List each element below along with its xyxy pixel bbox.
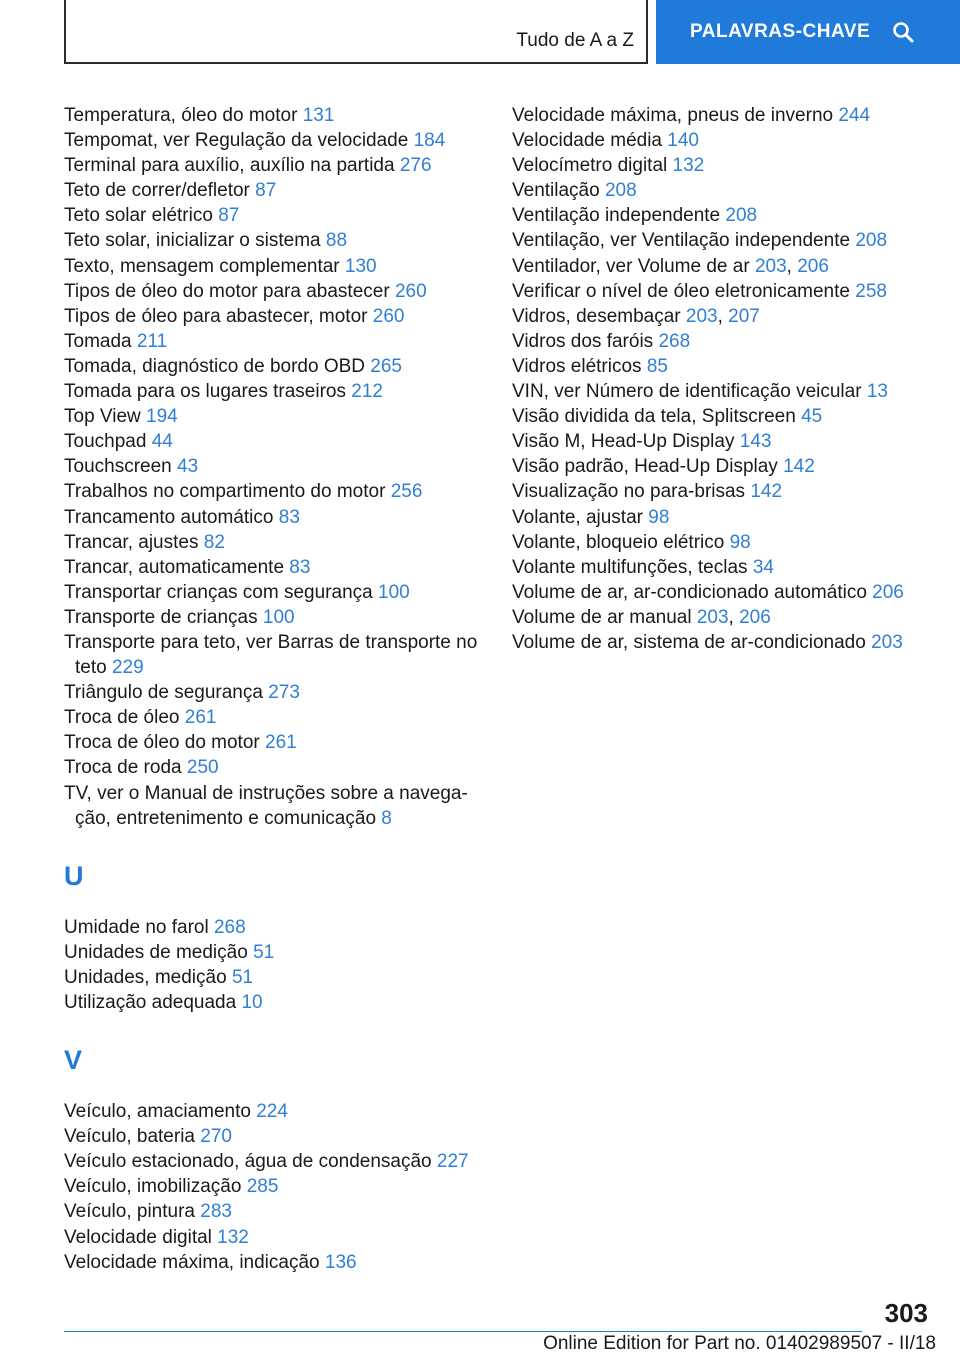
index-group-t [64,103,484,831]
page-link[interactable]: 87 [255,180,277,202]
index-entry [512,279,932,304]
index-entry-text: Vidros elétricos [512,355,642,377]
page-link[interactable]: 43 [177,456,199,478]
page-link[interactable]: 83 [289,556,311,578]
index-entry-text: Volume de ar, sistema de ar-condicionado [512,631,866,653]
section-letter-v: V [64,1045,83,1076]
index-entry [64,1199,484,1224]
index-entry-text: Vidros, desembaçar [512,305,681,327]
index-entry [64,153,484,178]
index-entry [64,1149,484,1174]
page-link[interactable]: 83 [278,506,300,528]
page-link[interactable]: 82 [203,531,225,553]
index-entry [512,505,932,530]
page-link[interactable]: 51 [253,941,275,963]
index-entry-text: Verificar o nível de óleo eletronicamente [512,280,850,302]
index-entry [64,354,484,379]
index-entry-text: Veículo estacionado, água de condensação [64,1151,432,1173]
index-entry [512,379,932,404]
index-entry [64,1250,484,1275]
index-entry [512,203,932,228]
index-entry-text: Utilização adequada [64,992,237,1013]
page-link[interactable]: 258 [855,280,887,302]
page-link[interactable]: 203 [871,631,903,653]
index-entry [512,580,932,605]
index-entry-text: Unidades, medição [64,966,227,988]
page-link[interactable]: 261 [265,732,297,754]
index-entry [512,630,932,655]
page-link[interactable]: 98 [729,531,751,553]
page-number: 303 [884,1298,928,1328]
index-entry [64,1124,484,1149]
index-entry-text: Umidade no farol [64,916,209,938]
page-link[interactable]: 203 [696,606,729,628]
search-icon [892,21,914,43]
section-letter-u: U [64,860,84,891]
page-link[interactable]: 270 [200,1126,232,1148]
page-link[interactable]: 207 [728,305,760,327]
index-entry-text: Triângulo de segurança [64,682,263,704]
index-entry [64,254,484,279]
index-entry-text: Top View [64,406,141,428]
index-entry-text: Velocímetro digital [512,155,668,177]
page-link[interactable]: 206 [739,606,771,628]
index-entry-text: Volume de ar manual [512,606,692,628]
index-entry-text: Volume de ar, ar-condicionado automático [512,581,867,603]
index-entry [64,605,484,630]
page-link[interactable]: 98 [648,506,670,528]
index-entry [64,580,484,605]
page-link[interactable]: 260 [372,305,405,327]
index-entry [64,379,484,404]
index-entry-text: Veículo, pintura [64,1201,195,1223]
page-link[interactable]: 142 [750,481,783,503]
index-entry-text: Visualização no para-brisas [512,481,746,503]
index-entry [64,404,484,429]
header-title: Tudo de A a Z [516,30,634,51]
index-entry [512,404,932,429]
index-entry [64,479,484,504]
page-link[interactable]: 265 [370,355,402,377]
page-link[interactable]: 256 [390,481,423,503]
index-entry [512,354,932,379]
index-entry-text: Ventilador, ver Volume de ar [512,255,750,277]
index-entry-text: VIN, ver Número de identificação veicular [512,381,862,403]
index-entry: Ventilador, ver Volume de ar 203, 206 [512,255,829,277]
index-entry [64,755,484,780]
index-entry [64,680,484,705]
index-entry [512,530,932,555]
page-link[interactable]: 211 [136,330,168,352]
page-link[interactable]: 45 [801,406,823,428]
page-link[interactable]: 268 [658,330,691,352]
index-entry [64,1225,484,1250]
index-entry-text: Volante, ajustar [512,506,643,528]
index-entry-text: Tempomat, ver Regulação da velocidade [64,130,409,152]
index-entry-text: Velocidade máxima, indicação [64,1251,320,1273]
page-link[interactable]: 283 [200,1201,232,1223]
page-link[interactable]: 203 [754,255,787,277]
index-entry [512,429,932,454]
index-entry [64,630,484,680]
index-entry [64,915,484,940]
page-link[interactable]: 85 [646,355,668,377]
index-entry-text: Trabalhos no compartimento do motor [64,481,386,503]
index-entry-text: Tipos de óleo do motor para abastecer [64,280,390,302]
index-entry [64,1174,484,1199]
index-entry-text: Troca de óleo do motor [64,732,260,754]
index-entry-text: Velocidade média [512,130,662,152]
index-entry [512,153,932,178]
page-link[interactable]: 136 [324,1251,357,1273]
index-entry [64,990,484,1015]
page-link[interactable]: 273 [268,682,300,704]
page-link[interactable]: 51 [231,966,254,988]
index-group-v [64,1099,484,1275]
index-column-right [512,103,932,655]
index-entry-text: Troca de óleo [64,707,180,729]
index-entry-text: Unidades de medição [64,941,248,963]
index-entry-text: Velocidade máxima, pneus de inverno [512,105,834,126]
page-link[interactable]: 250 [186,757,219,779]
index-entry [64,203,484,228]
index-entry [64,279,484,304]
index-entry [64,530,484,555]
index-entry-text: Transportar crianças com segurança [64,581,373,603]
page-link[interactable]: 13 [866,381,888,403]
index-entry-text: Visão M, Head-Up Display [512,431,735,453]
index-entry-text: Tomada [64,330,132,352]
page-link[interactable]: 10 [241,992,263,1013]
header-title-box [64,0,648,64]
index-entry-text: Visão padrão, Head-Up Display [512,456,778,478]
page-link[interactable]: 260 [394,280,427,302]
index-entry [64,429,484,454]
index-entry [64,781,484,831]
page-link[interactable]: 268 [213,916,246,938]
index-entry [64,103,484,128]
index-entry-text: Texto, mensagem complementar [64,255,340,277]
page-link[interactable]: 208 [855,230,888,252]
index-entry-text: Trancar, ajustes [64,531,199,553]
page-link[interactable]: 100 [262,606,295,628]
index-entry-text: Tomada, diagnóstico de bordo OBD [64,355,366,377]
index-entry-text: Ventilação [512,180,600,202]
index-entry [64,304,484,329]
index-entry [512,228,932,253]
page-link[interactable]: 88 [325,230,348,252]
index-entry-text: Touchpad [64,431,147,453]
page-link[interactable]: 244 [838,105,871,126]
index-group-v-continued [512,103,932,655]
index-entry [512,128,932,153]
index-entry [64,329,484,354]
index-entry-text: Veículo, bateria [64,1126,195,1148]
index-entry [512,329,932,354]
index-entry-text: TV, ver o Manual de instruções sobre a navega-ção, entretenimento e comunicação [64,782,468,829]
index-group-u [64,915,484,1015]
index-entry-text: Ventilação independente [512,205,721,227]
page-link[interactable]: 8 [381,807,392,829]
keywords-button-label: PALAVRAS-CHAVE [690,21,871,42]
index-entry [64,128,484,153]
page-link[interactable]: 140 [667,130,699,152]
index-entry: Vidros, desembaçar 203, 207 [512,305,760,327]
keywords-button[interactable] [656,0,960,64]
index-entry-text: Teto de correr/defletor [64,180,250,202]
index-entry-text: Veículo, imobilização [64,1176,242,1198]
index-entry-text: Veículo, amaciamento [64,1101,251,1123]
index-entry [64,505,484,530]
index-entry: Volume de ar manual 203, 206 [512,606,771,628]
page-link[interactable]: 131 [302,105,335,126]
index-entry-text: Visão dividida da tela, Splitscreen [512,406,796,428]
index-entry-text: Trancar, automaticamente [64,556,285,578]
page-link[interactable]: 132 [672,155,705,177]
index-entry-text: Transporte para teto, ver Barras de transporte no teto [64,631,478,679]
index-entry [512,178,932,203]
footer-divider [64,1331,862,1332]
page-link[interactable]: 87 [218,205,240,227]
index-entry-text: Velocidade digital [64,1226,212,1248]
page-link[interactable]: 44 [151,431,173,453]
index-entry [512,454,932,479]
page-link[interactable]: 208 [604,180,637,202]
index-entry [512,479,932,504]
index-entry [64,965,484,990]
index-entry-text: Volante, bloqueio elétrico [512,531,725,553]
page-link[interactable]: 212 [351,381,383,403]
footer-edition-text: Online Edition for Part no. 01402989507 - II/18 [543,1333,936,1354]
index-entry [64,705,484,730]
page-link[interactable]: 206 [797,255,829,277]
page-link[interactable]: 132 [217,1226,249,1248]
page-link[interactable]: 143 [739,431,772,453]
page-link[interactable]: 184 [413,130,446,152]
index-entry-text: Volante multifunções, teclas [512,556,748,578]
page-link[interactable]: 100 [378,581,410,603]
index-entry-text: Teto solar elétrico [64,205,213,227]
page-link[interactable]: 208 [725,205,758,227]
index-entry-text: Teto solar, inicializar o sistema [64,230,321,252]
page-link[interactable]: 276 [399,155,432,177]
index-entry-text: Tipos de óleo para abastecer, motor [64,305,368,327]
page-link[interactable]: 227 [436,1151,469,1173]
page-link[interactable]: 261 [184,707,217,729]
index-entry [512,555,932,580]
index-entry-text: Touchscreen [64,456,172,478]
page-link[interactable]: 130 [344,255,377,277]
index-entry-text: Tomada para os lugares traseiros [64,381,346,403]
index-entry [512,103,932,128]
index-entry-text: Temperatura, óleo do motor [64,105,298,126]
index-entry [64,454,484,479]
page-link[interactable]: 203 [685,305,718,327]
index-entry-text: Trancamento automático [64,506,274,528]
index-entry [64,1099,484,1124]
index-entry-text: Ventilação, ver Ventilação independente [512,230,851,252]
index-entry [64,555,484,580]
page-link[interactable]: 194 [146,406,178,428]
index-entry [64,228,484,253]
index-entry [64,940,484,965]
index-entry [64,730,484,755]
index-entry-text: Terminal para auxílio, auxílio na partida [64,155,395,177]
page-link[interactable]: 224 [256,1101,288,1123]
index-entry-text: Transporte de crianças [64,606,258,628]
page-link[interactable]: 285 [246,1176,279,1198]
page-link[interactable]: 206 [872,581,904,603]
index-entry-text: Troca de roda [64,757,182,779]
index-entry [64,178,484,203]
page-link[interactable]: 229 [111,657,144,679]
page-link[interactable]: 142 [783,456,815,478]
index-column-left [64,103,484,1275]
page-link[interactable]: 34 [752,556,774,578]
index-entry-text: Vidros dos faróis [512,330,654,352]
